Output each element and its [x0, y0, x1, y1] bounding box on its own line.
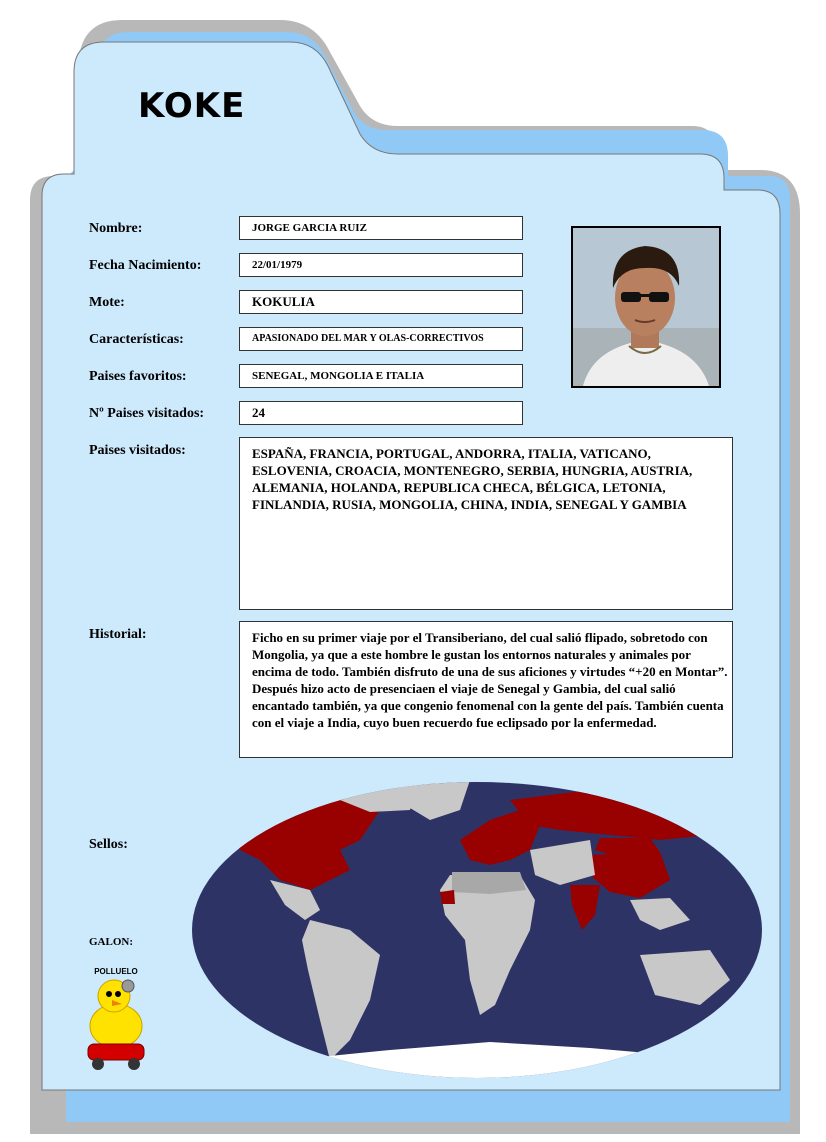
north-africa: [452, 872, 526, 894]
senegal-gambia: [440, 890, 455, 904]
galon-label: GALON:: [89, 936, 133, 948]
num-visitados-label: Nº Paises visitados:: [89, 406, 205, 421]
polluelo-badge: [76, 964, 156, 1076]
nombre-label: Nombre:: [89, 221, 143, 236]
favoritos-value: SENEGAL, MONGOLIA E ITALIA: [239, 364, 523, 388]
fecha-label: Fecha Nacimiento:: [89, 258, 202, 273]
mote-value: KOKULIA: [239, 290, 523, 314]
badge-text: POLLUELO: [94, 967, 138, 976]
mote-label: Mote:: [89, 295, 125, 310]
card-title: KOKE: [138, 86, 246, 126]
favoritos-label: Paises favoritos:: [89, 369, 187, 384]
profile-photo: [571, 226, 721, 388]
visitados-value: ESPAÑA, FRANCIA, PORTUGAL, ANDORRA, ITALIA, VATICANO, ESLOVENIA, CROACIA, MONTENEGRO, SERBIA, HUNGRIA, AUSTRIA, ALEMANIA, HOLANDA, REPUBLICA CHECA, BÉLGICA, LETONIA, FINLANDIA, RUSIA, MONGOLIA, CHINA, INDIA, SENEGAL Y GAMBIA: [239, 437, 733, 610]
visitados-label: Paises visitados:: [89, 443, 186, 458]
world-map: [190, 780, 764, 1080]
caracteristicas-value: APASIONADO DEL MAR Y OLAS-CORRECTIVOS: [239, 327, 523, 351]
sellos-label: Sellos:: [89, 837, 128, 852]
fecha-value: 22/01/1979: [239, 253, 523, 277]
historial-label: Historial:: [89, 627, 147, 642]
num-visitados-value: 24: [239, 401, 523, 425]
caracteristicas-label: Características:: [89, 332, 184, 347]
historial-value: Ficho en su primer viaje por el Transiberiano, del cual salió flipado, sobretodo con Mongolia, ya que a este hombre le gustan los entornos naturales y animales por encima de todo. También disfruto de una de sus aficiones y virtudes “+20 en Montar”. Después hizo acto de presenciaen el viaje de Senegal y Gambia, del cual salió encantado también, ya que congenio fenomenal con la gente del país. También cuenta con el viaje a India, cuyo buen recuerdo fue eclipsado por la enfermedad.: [239, 621, 733, 758]
nombre-value: JORGE GARCIA RUIZ: [239, 216, 523, 240]
